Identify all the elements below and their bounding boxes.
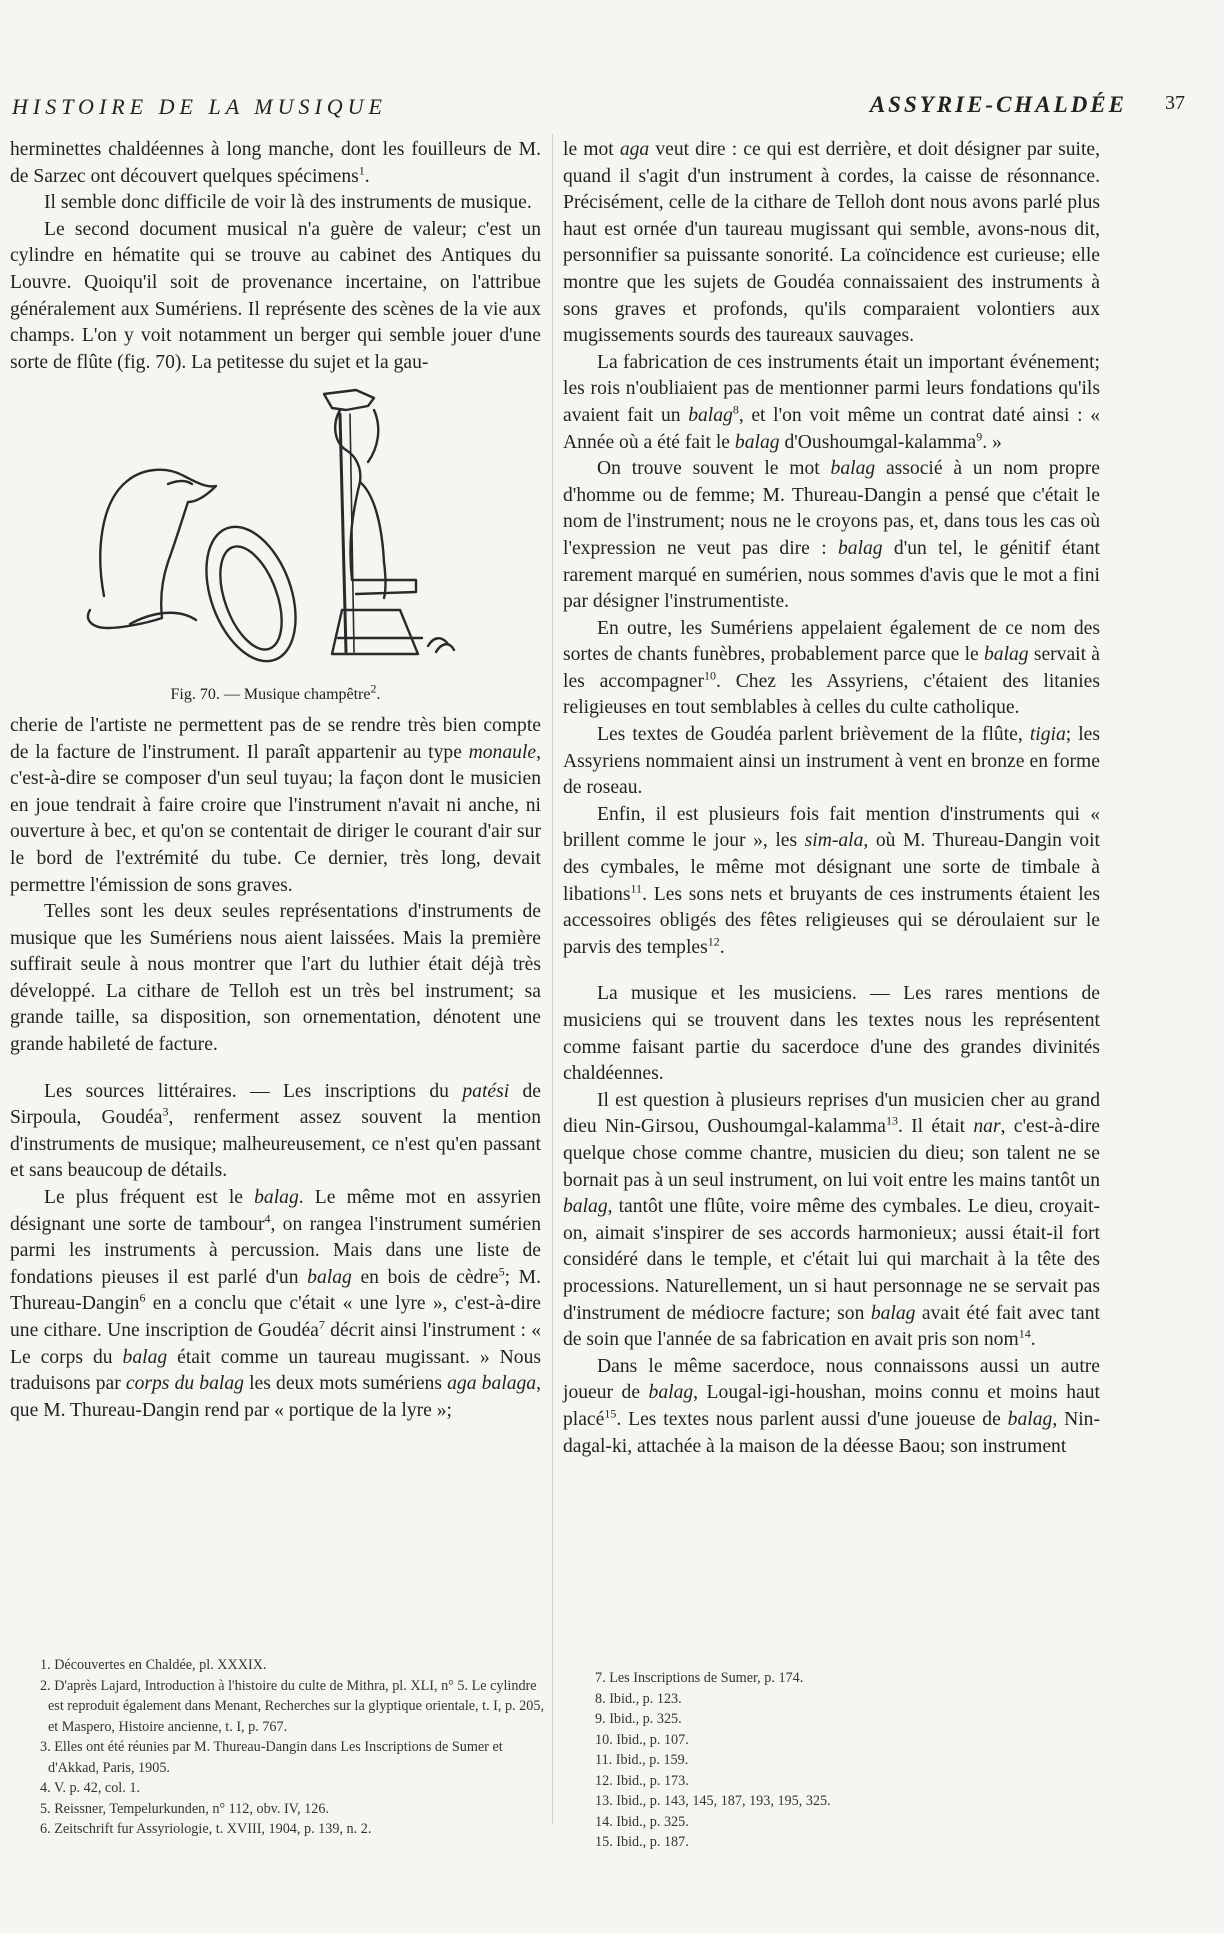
running-header bbox=[12, 92, 1197, 132]
figure-caption: Fig. 70. — Musique champêtre$^2$. bbox=[170, 682, 381, 704]
section-musique-et-musiciens: La musique et les musiciens. — Les rares mentions de musiciens qui se trouvent dans les textes nous les représentent comme faisant partie du sacerdoce d'une des grandes divinités chaldéennes. bbox=[563, 983, 1100, 1085]
footnote: 4. V. p. 42, col. 1. bbox=[40, 1780, 140, 1796]
paragraph: En outre, les Sumériens appelaient également de ce nom des sortes de chants funèbres, probablement parce que le balag servait à les accompagner$^{10}$. Chez les Assyriens, c'étaient des litanies religieuses en tout semblables à celles du culte catholique. bbox=[563, 617, 1100, 719]
section-title: Les sources littéraires. bbox=[44, 1080, 237, 1102]
paragraph: Les textes de Goudéa parlent brièvement de la flûte, tigia; les Assyriens nommaient ainsi un instrument à vent en bronze en forme de roseau. bbox=[563, 724, 1101, 799]
figure-70 bbox=[10, 384, 541, 709]
section-sources-litteraires: Les sources littéraires. — Les inscriptions du patési de Sirpoula, Goudéa$^3$, renferment assez souvent la mention d'instruments de musique; malheureusement, ce n'est qu'en passant et sans beaucoup de détails. bbox=[10, 1080, 542, 1182]
footnote: 10. Ibid., p. 107. bbox=[595, 1731, 689, 1748]
section-title: La musique et les musiciens. bbox=[597, 983, 857, 1005]
footnote: 9. Ibid., p. 325. bbox=[595, 1711, 682, 1727]
header-title-right: ASSYRIE-CHALDÉE bbox=[869, 92, 1127, 117]
right-column bbox=[563, 137, 1100, 1460]
paragraph: herminettes chaldéennes à long manche, dont les fouilleurs de M. de Sarzec ont découvert quelques spécimens$^1$. bbox=[10, 139, 541, 187]
footnote: 15. Ibid., p. 187. bbox=[595, 1834, 689, 1850]
footnote: 8. Ibid., p. 123. bbox=[595, 1690, 682, 1707]
paragraph: Dans le même sacerdoce, nous connaissons aussi un autre joueur de balag, Lougal-igi-houshan, moins connu et moins haut placé$^{15}$. Les textes nous parlent aussi d'une joueuse de balag, Nin-dagal-ki, attachée à la maison de la déesse Baou; son instrument bbox=[563, 1355, 1100, 1457]
left-column bbox=[10, 137, 541, 1424]
paragraph: Le second document musical n'a guère de valeur; c'est un cylindre en hématite qui se trouve au cabinet des Antiques du Louvre. Quoiqu'il soit de provenance incertaine, on l'attribue généralement aux Sumériens. Il représente des scènes de la vie aux champs. L'on y voit notamment un berger qui semble jouer d'une sorte de flûte (fig. 70). La petitesse du sujet et la gau- bbox=[10, 218, 541, 373]
footnote: 14. Ibid., p. 325. bbox=[595, 1813, 689, 1830]
footnote: 7. Les Inscriptions de Sumer, p. 174. bbox=[595, 1670, 804, 1686]
footnote: 11. Ibid., p. 159. bbox=[595, 1752, 689, 1768]
footnote: 6. Zeitschrift fur Assyriologie, t. XVIII, 1904, p. 139, n. 2. bbox=[40, 1821, 372, 1837]
footnote: 1. Découvertes en Chaldée, pl. XXXIX. bbox=[40, 1657, 267, 1673]
pastoral-music-illustration bbox=[56, 384, 496, 674]
paragraph: On trouve souvent le mot balag associé à un nom propre d'homme ou de femme; M. Thureau-Dangin a pensé que c'était le nom de l'instrument; nous ne le croyons pas, et, dans tous les cas où l'expression ne veut pas dire : balag d'un tel, le génitif étant rarement marqué en sumérien, nous sommes d'avis que le mot a fini par désigner l'instrumentiste. bbox=[563, 458, 1100, 613]
paragraph: La fabrication de ces instruments était un important événement; les rois n'oubliaient pas de mentionner parmi leurs fondations qu'ils avaient fait un balag$^8$, et l'on voit même un contrat daté ainsi : « Année où a été fait le balag d'Oushoumgal-kalamma$^9$. » bbox=[563, 351, 1100, 453]
footnotes-right bbox=[595, 1668, 1105, 1853]
paragraph: Il est question à plusieurs reprises d'un musicien cher au grand dieu Nin-Girsou, Oushoumgal-kalamma$^{13}$. Il était nar, c'est-à-dire quelque chose comme chantre, musicien du dieu; son talent ne se bornait pas à un seul instrument, on lui voit entre les mains tantôt un balag, tantôt une flûte, voire même des cymbales. Le dieu, croyait-on, aimait s'inspirer de ses accords harmonieux; aussi était-il fort considéré dans le temple, et c'était lui qui marchait à la tête des processions. Naturellement, un si haut personnage ne se servait pas d'instrument de médiocre facture; son balag avait été fait avec tant de soin que l'année de sa fabrication en avait pris son nom$^{14}$. bbox=[563, 1089, 1100, 1351]
footnotes-left bbox=[40, 1655, 550, 1840]
page-number: 37 bbox=[1165, 92, 1185, 114]
paragraph: cherie de l'artiste ne permettent pas de se rendre très bien compte de la facture de l'instrument. Il paraît appartenir au type monaule, c'est-à-dire se composer d'un seul tuyau; la façon dont le musicien en joue tendrait à faire croire que l'instrument n'avait ni anche, ni ouverture à bec, et qu'on se contentait de diriger le courant d'air sur le bord de l'extrémité du tube. Ce dernier, très long, devait permettre l'émission de sons graves. bbox=[10, 714, 541, 896]
paragraph: Enfin, il est plusieurs fois fait mention d'instruments qui « brillent comme le jour », les sim-ala, où M. Thureau-Dangin voit des cymbales, le même mot désignant une sorte de timbale à libations$^{11}$. Les sons nets et bruyants de ces instruments étaient les accessoires obligés des fêtes religieuses qui se déroulaient sur le parvis des temples$^{12}$. bbox=[563, 803, 1100, 958]
paragraph: Telles sont les deux seules représentations d'instruments de musique que les Sumériens nous aient laissées. Mais la première suffirait seule à nous montrer que l'art du luthier était déjà très développé. La cithare de Telloh est un très bel instrument; sa grande taille, sa disposition, son ornementation, dénotent une grande habileté de facture. bbox=[10, 901, 541, 1056]
paragraph: Il semble donc difficile de voir là des instruments de musique. bbox=[44, 192, 532, 214]
paragraph: Le plus fréquent est le balag. Le même mot en assyrien désignant une sorte de tambour$^4$, on rangea l'instrument sumérien parmi les instruments à percussion. Mais dans une liste de fondations pieuses il est parlé d'un balag en bois de cèdre$^5$; M. Thureau-Dangin$^6$ en a conclu que c'était « une lyre », c'est-à-dire une cithare. Une inscription de Goudéa$^7$ décrit ainsi l'instrument : « Le corps du balag était comme un taureau mugissant. » Nous traduisons par corps du balag les deux mots sumériens aga balaga, que M. Thureau-Dangin rend par « portique de la lyre »; bbox=[10, 1187, 542, 1421]
column-divider bbox=[552, 134, 553, 1824]
paragraph: le mot aga veut dire : ce qui est derrière, et doit désigner par suite, quand il s'agit d'un instrument à cordes, la caisse de résonnance. Précisément, celle de la cithare de Telloh dont nous avons parlé plus haut est ornée d'un taureau mugissant qui semble, avons-nous dit, personnifier sa puissante sonorité. La coïncidence est curieuse; elle montre que les sujets de Goudéa connaissaient des instruments à sons graves et profonds, qu'ils comparaient volontiers aux mugissements sourds des taureaux sauvages. bbox=[563, 139, 1100, 347]
footnote: 2. D'après Lajard, Introduction à l'histoire du culte de Mithra, pl. XLI, n° 5. Le cylindre est reproduit également dans Menant, Recherches sur la glyptique orientale, t. I, p. 205, et Maspero, Histoire ancienne, t. I, p. 767. bbox=[40, 1677, 545, 1735]
footnote: 5. Reissner, Tempelurkunden, n° 112, obv. IV, 126. bbox=[40, 1800, 330, 1817]
header-title-left: HISTOIRE DE LA MUSIQUE bbox=[12, 94, 387, 119]
footnote: 12. Ibid., p. 173. bbox=[595, 1772, 689, 1789]
footnote: 13. Ibid., p. 143, 145, 187, 193, 195, 325. bbox=[595, 1793, 831, 1809]
footnote: 3. Elles ont été réunies par M. Thureau-Dangin dans Les Inscriptions de Sumer et d'Akkad, Paris, 1905. bbox=[40, 1739, 503, 1776]
